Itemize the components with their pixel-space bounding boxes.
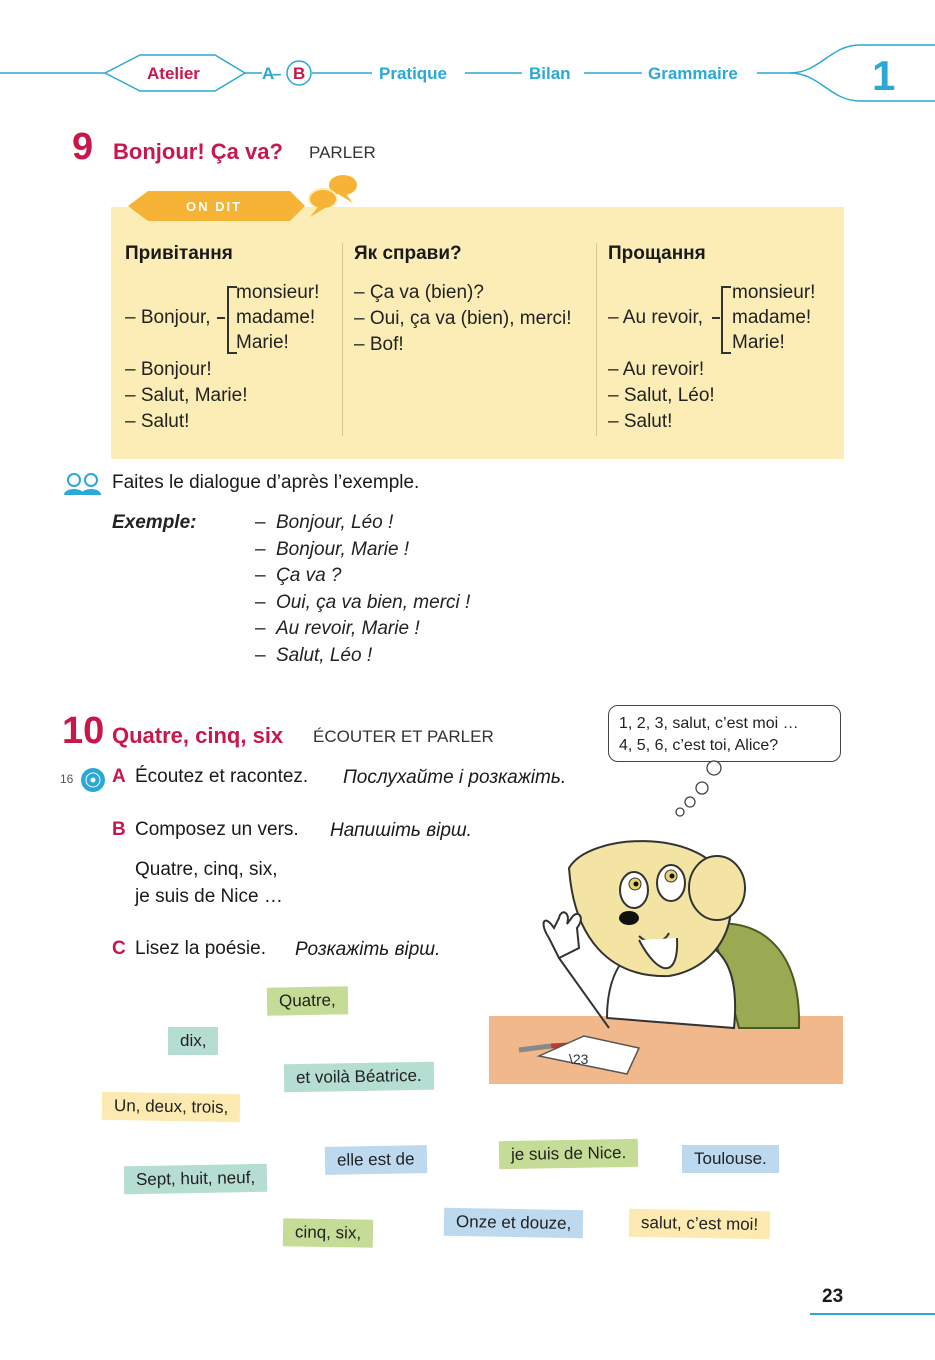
task-b-ukrainian: Напишіть вірш. [330,820,472,841]
word-tile[interactable]: dix, [168,1027,218,1055]
page-number: 23 [822,1286,844,1307]
task-a-ukrainian: Послухайте і розкажіть. [343,767,567,788]
exercise-9-skill: PARLER [309,143,376,162]
bubble-line: 4, 5, 6, c’est toi, Alice? [619,737,779,754]
nav-atelier[interactable]: Atelier [147,64,200,83]
nav-a[interactable]: A [262,64,275,83]
pair-work-icon [62,472,104,496]
column-divider [596,243,597,436]
example-dash: – [255,512,266,533]
thought-bubble [608,705,841,762]
bracket-tick [712,317,720,319]
farewell-bracket [721,286,731,354]
exercise-10-title: Quatre, cinq, six [112,723,284,748]
bracket-tick [217,317,225,319]
nav-pratique[interactable]: Pratique [379,64,448,83]
example-line: Bonjour, Léo ! [276,512,394,533]
example-line: Au revoir, Marie ! [276,618,420,639]
word-tile[interactable]: salut, c’est moi! [629,1209,771,1239]
word-tile[interactable]: je suis de Nice. [499,1139,639,1169]
word-tile[interactable]: cinq, six, [283,1218,374,1248]
thought-dots [670,758,730,818]
audio-track-number: 16 [60,772,74,786]
audio-cd-icon[interactable] [80,767,106,793]
example-line: Salut, Léo ! [276,645,373,666]
nav-bilan[interactable]: Bilan [529,64,571,83]
task-b-letter: B [112,819,126,840]
character-illustration [489,828,843,1084]
svg-text:\23: \23 [569,1051,589,1067]
task-b-text: Composez un vers. [135,819,299,840]
farewell-bracket-lead: – Au revoir, [608,307,704,328]
chapter-number: 1 [872,52,896,99]
task-a-text: Écoutez et racontez. [135,766,309,787]
farewell-bracket-item: Marie! [732,332,785,353]
word-tile[interactable]: elle est de [325,1145,427,1175]
nav-grammaire[interactable]: Grammaire [648,64,738,83]
word-tile[interactable]: Un, deux, trois, [102,1092,241,1122]
task-c-text: Lisez la poésie. [135,938,266,959]
example-dash: – [255,618,266,639]
column-greetings-head: Привітання [125,243,233,264]
on-dit-tab [120,175,370,225]
example-label: Exemple: [112,512,197,533]
task-c-letter: C [112,938,126,959]
bubble-line: 1, 2, 3, salut, c’est moi … [619,715,799,732]
example-dash: – [255,539,266,560]
farewell-line: – Au revoir! [608,359,705,380]
farewell-line: – Salut, Léo! [608,385,715,406]
word-tile[interactable]: Quatre, [267,986,348,1015]
example-line: Bonjour, Marie ! [276,539,410,560]
example-line: Ça va ? [276,565,342,586]
how-are-you-line: – Bof! [354,334,404,355]
word-tile[interactable]: Toulouse. [682,1145,779,1173]
exercise-10-skill: ÉCOUTER ET PARLER [313,727,494,746]
column-how-are-you-head: Як справи? [354,243,462,264]
exercise-9-number: 9 [72,126,94,168]
greeting-line: – Salut, Marie! [125,385,248,406]
greeting-bracket-item: Marie! [236,332,289,353]
word-tile[interactable]: et voilà Béatrice. [284,1062,434,1093]
farewell-bracket-item: monsieur! [732,282,816,303]
speech-bubbles-icon [309,175,357,217]
page-number-rule [810,1313,935,1315]
how-are-you-line: – Ça va (bien)? [354,282,484,303]
word-tile[interactable]: Sept, huit, neuf, [124,1164,268,1194]
farewell-bracket-item: madame! [732,307,812,328]
how-are-you-line: – Oui, ça va (bien), merci! [354,308,572,329]
poem-example-line: je suis de Nice … [135,886,283,907]
example-dash: – [255,592,266,613]
nav-b[interactable]: B [293,64,306,83]
example-dash: – [255,565,266,586]
exercise-9-instruction: Faites le dialogue d’après l’exemple. [112,472,420,493]
greeting-line: – Salut! [125,411,190,432]
chapter-navigation-line [0,0,935,110]
column-divider [342,243,343,436]
greeting-bracket-item: madame! [236,307,316,328]
word-tile[interactable]: Onze et douze, [444,1208,584,1238]
column-farewell-head: Прощання [608,243,706,264]
poem-example-line: Quatre, cinq, six, [135,859,278,880]
greeting-line: – Bonjour! [125,359,212,380]
task-a-letter: A [112,766,126,787]
exercise-9-title: Bonjour! Ça va? [113,139,283,164]
greeting-bracket-item: monsieur! [236,282,320,303]
example-dash: – [255,645,266,666]
exercise-10-number: 10 [62,710,105,752]
nav-dash: – [272,64,282,83]
on-dit-label: ON DIT [186,199,243,214]
example-line: Oui, ça va bien, merci ! [276,592,471,613]
task-c-ukrainian: Розкажіть вірш. [295,939,441,960]
farewell-line: – Salut! [608,411,673,432]
greeting-bracket-lead: – Bonjour, [125,307,211,328]
